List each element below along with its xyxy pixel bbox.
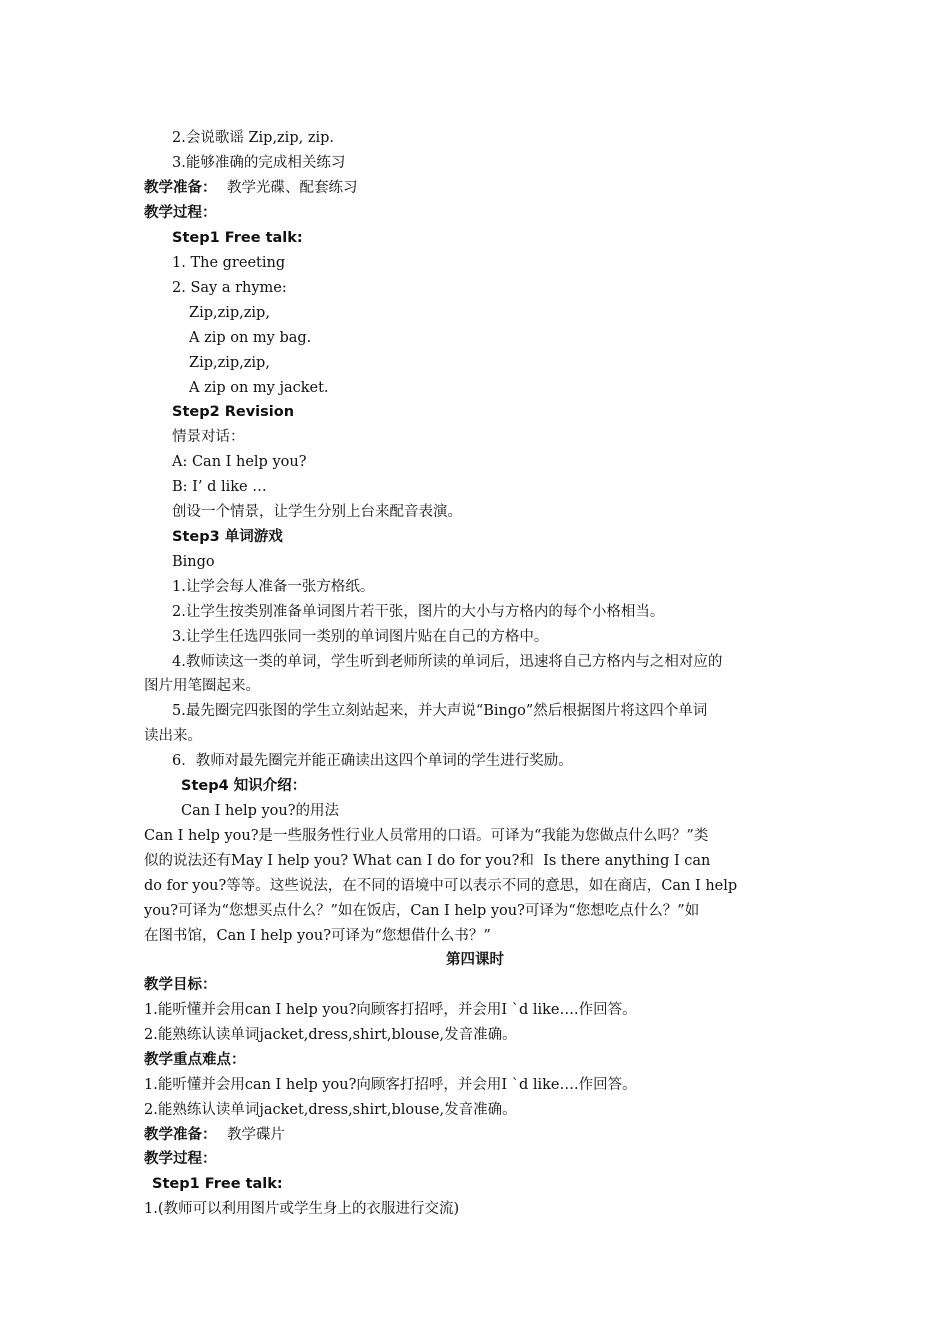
usage-para-4: you?可译为“您想买点什么？”如在饭店，Can I help you?可译为“您想吃点什么？”如 [144,903,700,919]
section-heading-preparation: 教学准备： [144,180,217,196]
step1-item-1: 1. The greeting [172,255,286,271]
step1-heading: Step1 Free talk: [172,230,303,246]
rhyme-line-4: A zip on my jacket. [189,380,329,396]
step1-item-1-lesson4: 1.(教师可以利用图片或学生身上的衣服进行交流) [144,1201,460,1217]
step1-item-2: 2. Say a rhyme: [172,280,287,296]
section-heading-key-points: 教学重点难点： [144,1052,246,1068]
step2-instruction: 创设一个情景，让学生分别上台来配音表演。 [172,504,462,520]
rhyme-line-1: Zip,zip,zip, [189,305,270,321]
dialogue-line-b: B: I’ d like … [172,479,267,495]
key-point-1: 1.能听懂并会用can I help you?向顾客打招呼，并会用I `d like….作回答。 [144,1077,637,1093]
bingo-step-5-cont: 读出来。 [144,728,202,744]
bingo-step-6: 6．教师对最先圈完并能正确读出这四个单词的学生进行奖励。 [172,753,573,769]
step3-heading: Step3 单词游戏 [172,529,283,545]
preparation-text: 教学光碟、配套练习 [227,180,358,196]
bingo-step-5: 5.最先圈完四张图的学生立刻站起来，并大声说“Bingo”然后根据图片将这四个单词 [172,703,708,719]
rhyme-line-2: A zip on my bag. [189,330,312,346]
step4-heading: Step4 知识介绍： [181,778,307,794]
key-point-2: 2.能熟练认读单词jacket,dress,shirt,blouse,发音准确。 [144,1102,517,1118]
usage-title: Can I help you?的用法 [181,803,340,819]
section-heading-objectives: 教学目标： [144,977,217,993]
section-heading-process: 教学过程： [144,205,217,221]
bingo-step-1: 1.让学会每人准备一张方格纸。 [172,579,375,595]
lesson-four-title: 第四课时 [446,952,504,968]
bingo-step-3: 3.让学生任选四张同一类别的单词图片贴在自己的方格中。 [172,629,549,645]
objective-line-3: 3.能够准确的完成相关练习 [172,155,346,171]
step1-heading-2: Step1 Free talk: [152,1176,283,1192]
preparation-text-2: 教学碟片 [227,1127,285,1143]
rhyme-line-3: Zip,zip,zip, [189,355,270,371]
usage-para-5: 在图书馆，Can I help you?可译为“您想借什么书？” [144,928,491,944]
bingo-step-2: 2.让学生按类别准备单词图片若干张，图片的大小与方格内的每个小格相当。 [172,604,665,620]
bingo-label: Bingo [172,554,215,570]
usage-para-2: 似的说法还有May I help you? What can I do for you?和 Is there anything I can [144,853,711,869]
bingo-step-4: 4.教师读这一类的单词，学生听到老师所读的单词后，迅速将自己方格内与之相对应的 [172,654,723,670]
objective-item-2: 2.能熟练认读单词jacket,dress,shirt,blouse,发音准确。 [144,1027,517,1043]
section-heading-process-2: 教学过程： [144,1151,217,1167]
usage-para-3: do for you?等等。这些说法，在不同的语境中可以表示不同的意思，如在商店，Can I help [144,878,738,894]
bingo-step-4-cont: 图片用笔圈起来。 [144,678,260,694]
objective-item-1: 1.能听懂并会用can I help you?向顾客打招呼，并会用I `d like….作回答。 [144,1002,637,1018]
dialogue-label: 情景对话： [172,429,245,445]
step2-heading: Step2 Revision [172,404,295,420]
dialogue-line-a: A: Can I help you? [172,454,307,470]
usage-para-1: Can I help you?是一些服务性行业人员常用的口语。可译为“我能为您做点什么吗？”类 [144,828,709,844]
objective-line-2: 2.会说歌谣 Zip,zip, zip. [172,130,334,146]
section-heading-preparation-2: 教学准备： [144,1127,217,1143]
